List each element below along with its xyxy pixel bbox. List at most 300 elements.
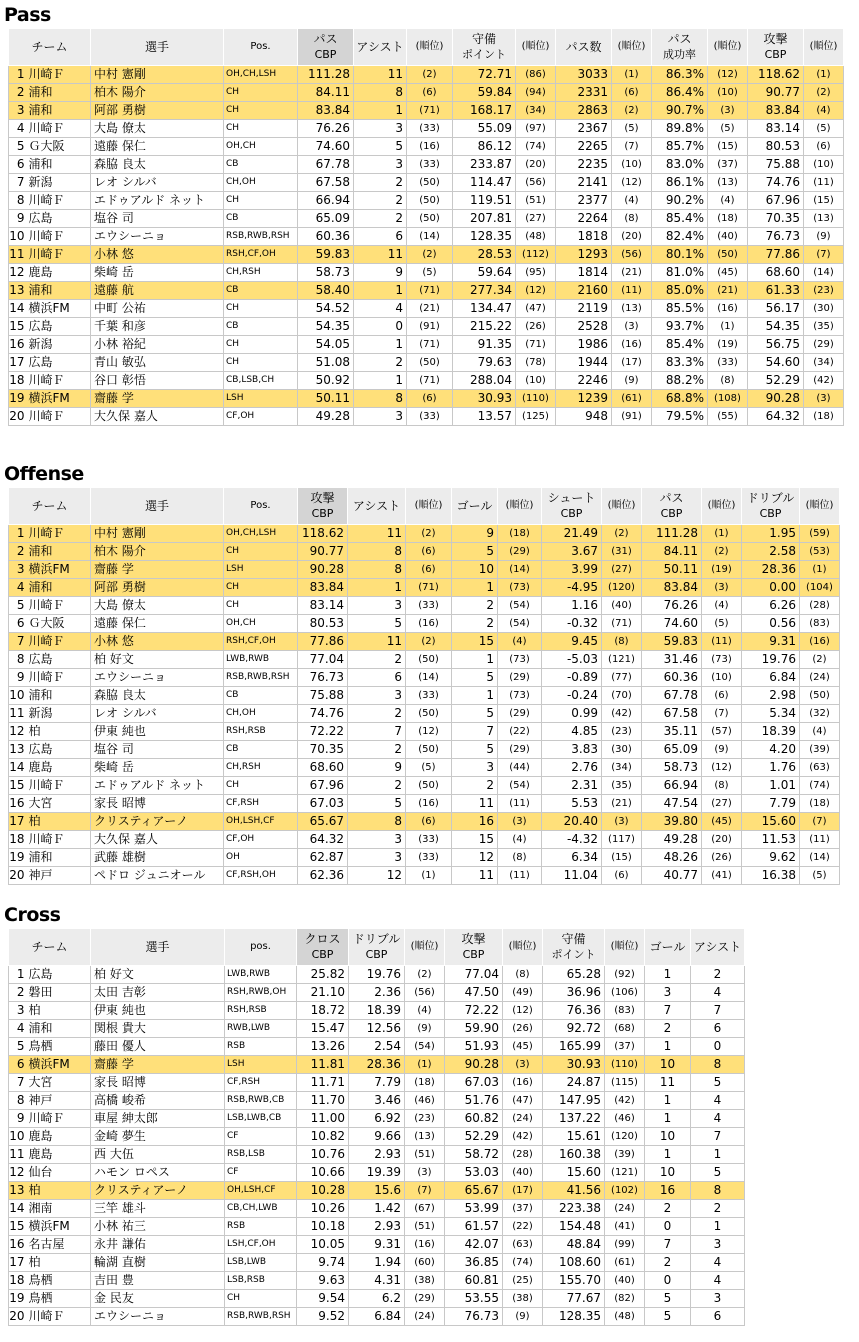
stat-cell-6: 1.16 [542, 597, 602, 615]
player-cell: 阿部 勇樹 [91, 102, 224, 120]
cross-table-row [9, 1308, 745, 1326]
stat-cell-1: 54.05 [298, 336, 354, 354]
stat-cell-2: 12.56 [349, 1020, 405, 1038]
stat-cell-3: (56) [405, 984, 445, 1002]
player-cell: クリスティアーノ [91, 1182, 225, 1200]
stat-cell-3: (50) [406, 705, 452, 723]
stat-cell-11: (42) [804, 372, 844, 390]
offense-table-row [9, 579, 840, 597]
player-cell: 中村 憲剛 [91, 525, 224, 543]
offense-table-row [9, 759, 840, 777]
stat-cell-3: (5) [407, 264, 453, 282]
stat-cell-7: (24) [605, 1200, 645, 1218]
offense-table-row [9, 705, 840, 723]
stat-cell-9: 1 [691, 1218, 745, 1236]
player-cell: ハモン ロペス [91, 1164, 225, 1182]
stat-cell-9: (1) [702, 525, 742, 543]
cross-header [9, 929, 745, 966]
stat-cell-11: (74) [800, 777, 840, 795]
stat-cell-8: 0 [645, 1272, 691, 1290]
stat-cell-4: 288.04 [453, 372, 516, 390]
stat-cell-6: -4.32 [542, 831, 602, 849]
stat-cell-4: 86.12 [453, 138, 516, 156]
position-cell: CF,RSH [224, 795, 298, 813]
stat-cell-4: 119.51 [453, 192, 516, 210]
stat-cell-10: 77.86 [748, 246, 804, 264]
stat-cell-5: (47) [503, 1092, 543, 1110]
offense-header-3-line2: CBP [311, 507, 334, 520]
stat-cell-4: 11 [452, 867, 498, 885]
stat-cell-3: (71) [407, 102, 453, 120]
stat-cell-9: (5) [708, 120, 748, 138]
rank-number: 12 [9, 264, 27, 282]
team-cell: 浦和 [27, 156, 91, 174]
stat-cell-6: 128.35 [543, 1308, 605, 1326]
stat-cell-9: (12) [708, 66, 748, 84]
stat-cell-3: (33) [406, 597, 452, 615]
stat-cell-1: 49.28 [298, 408, 354, 426]
stat-cell-2: 2.93 [349, 1146, 405, 1164]
stat-cell-7: (8) [602, 633, 642, 651]
team-cell: 広島 [27, 318, 91, 336]
stat-cell-10: 74.76 [748, 174, 804, 192]
stat-cell-4: 207.81 [453, 210, 516, 228]
stat-cell-8: 16 [645, 1182, 691, 1200]
stat-cell-8: 85.7% [652, 138, 708, 156]
stat-cell-8: 39.80 [642, 813, 702, 831]
stat-cell-6: 4.85 [542, 723, 602, 741]
stat-cell-8: 11 [645, 1074, 691, 1092]
stat-cell-4: 28.53 [453, 246, 516, 264]
stat-cell-1: 83.84 [298, 102, 354, 120]
player-cell: 塩谷 司 [91, 210, 224, 228]
player-cell: 大久保 嘉人 [91, 831, 224, 849]
stat-cell-2: 4 [354, 300, 407, 318]
stat-cell-4: 53.03 [445, 1164, 503, 1182]
team-cell: 鹿島 [27, 1128, 91, 1146]
stat-cell-10: 61.33 [748, 282, 804, 300]
stat-cell-6: 2.76 [542, 759, 602, 777]
player-cell: 伊東 純也 [91, 1002, 225, 1020]
stat-cell-10: 19.76 [742, 651, 800, 669]
stat-cell-2: 3 [354, 156, 407, 174]
stat-cell-3: (6) [406, 543, 452, 561]
offense-table-row [9, 669, 840, 687]
stat-cell-6: 147.95 [543, 1092, 605, 1110]
stat-cell-4: 1 [452, 687, 498, 705]
cross-table-row [9, 1128, 745, 1146]
stat-cell-8: 7 [645, 1002, 691, 1020]
stat-cell-7: (83) [605, 1002, 645, 1020]
pass-header-12-line1: 攻撃 [763, 32, 788, 46]
stat-cell-4: 76.73 [445, 1308, 503, 1326]
stat-cell-7: (70) [602, 687, 642, 705]
cross-table-row [9, 1182, 745, 1200]
stat-cell-11: (32) [800, 705, 840, 723]
stat-cell-9: (37) [708, 156, 748, 174]
pass-header-8: パス数 [556, 29, 612, 66]
stat-cell-7: (99) [605, 1236, 645, 1254]
team-cell: 磐田 [27, 984, 91, 1002]
rank-number: 17 [9, 1254, 27, 1272]
stat-cell-4: 55.09 [453, 120, 516, 138]
stat-cell-3: (71) [407, 282, 453, 300]
cross-table-row [9, 966, 745, 984]
player-cell: 大島 僚太 [91, 120, 224, 138]
stat-cell-5: (3) [498, 813, 542, 831]
offense-header-7: (順位) [498, 488, 542, 525]
position-cell: CH,OH [224, 174, 298, 192]
stat-cell-3: (51) [405, 1146, 445, 1164]
stat-cell-7: (106) [605, 984, 645, 1002]
stat-cell-8: 81.0% [652, 264, 708, 282]
stat-cell-4: 59.90 [445, 1020, 503, 1038]
stat-cell-8: 90.7% [652, 102, 708, 120]
cross-header-11: アシスト [691, 929, 745, 966]
stat-cell-9: 4 [691, 1272, 745, 1290]
stat-cell-9: (26) [702, 849, 742, 867]
stat-cell-10: 2.98 [742, 687, 800, 705]
cross-table-row [9, 1020, 745, 1038]
team-cell: 鹿島 [27, 759, 91, 777]
stat-cell-4: 15 [452, 831, 498, 849]
stat-cell-2: 1.42 [349, 1200, 405, 1218]
position-cell: CF,RSH,OH [224, 867, 298, 885]
stat-cell-5: (54) [498, 777, 542, 795]
cross-header-4 [349, 929, 405, 966]
stat-cell-5: (28) [503, 1146, 543, 1164]
rank-number: 2 [9, 543, 27, 561]
stat-cell-9: 4 [691, 1254, 745, 1272]
offense-header-row [9, 488, 840, 525]
rank-number: 14 [9, 1200, 27, 1218]
player-cell: 小林 祐三 [91, 1218, 225, 1236]
stat-cell-1: 80.53 [298, 615, 348, 633]
team-cell: 名古屋 [27, 1236, 91, 1254]
stat-cell-1: 9.52 [297, 1308, 349, 1326]
position-cell: CH,RSH [224, 264, 298, 282]
stat-cell-1: 67.03 [298, 795, 348, 813]
stat-cell-4: 36.85 [445, 1254, 503, 1272]
stat-cell-1: 54.52 [298, 300, 354, 318]
stat-cell-3: (33) [406, 831, 452, 849]
stat-cell-10: 56.17 [748, 300, 804, 318]
cross-header-1: 選手 [91, 929, 225, 966]
stat-cell-3: (2) [407, 246, 453, 264]
stat-cell-11: (14) [800, 849, 840, 867]
cross-header-9: (順位) [605, 929, 645, 966]
stat-cell-8: 49.28 [642, 831, 702, 849]
team-cell: 川崎Ｆ [27, 1308, 91, 1326]
stat-cell-7: (6) [612, 84, 652, 102]
team-cell: 湘南 [27, 1200, 91, 1218]
stat-cell-10: 15.60 [742, 813, 800, 831]
stat-cell-1: 68.60 [298, 759, 348, 777]
rank-number: 4 [9, 579, 27, 597]
position-cell: RSH,RWB,OH [225, 984, 297, 1002]
position-cell: CH,OH [224, 705, 298, 723]
stat-cell-8: 86.1% [652, 174, 708, 192]
position-cell: CH [224, 300, 298, 318]
stat-cell-11: (11) [800, 831, 840, 849]
rank-number: 16 [9, 795, 27, 813]
stat-cell-3: (50) [407, 192, 453, 210]
stat-cell-11: (3) [804, 390, 844, 408]
player-cell: レオ シルバ [91, 174, 224, 192]
stat-cell-3: (2) [406, 525, 452, 543]
player-cell: 車屋 紳太郎 [91, 1110, 225, 1128]
stat-cell-1: 58.73 [298, 264, 354, 282]
position-cell: OH,LSH,CF [225, 1182, 297, 1200]
stat-cell-10: 11.53 [742, 831, 800, 849]
stat-cell-7: (115) [605, 1074, 645, 1092]
stat-cell-10: 90.28 [748, 390, 804, 408]
team-cell: 横浜FM [27, 1218, 91, 1236]
rank-number: 11 [9, 246, 27, 264]
offense-header-3-line1: 攻撃 [310, 491, 335, 505]
stat-cell-8: 10 [645, 1164, 691, 1182]
stat-cell-6: 2.31 [542, 777, 602, 795]
stat-cell-2: 15.6 [349, 1182, 405, 1200]
team-cell: 川崎Ｆ [27, 408, 91, 426]
stat-cell-2: 2 [348, 777, 406, 795]
stat-cell-6: 2377 [556, 192, 612, 210]
position-cell: RSB [225, 1038, 297, 1056]
stat-cell-7: (102) [605, 1182, 645, 1200]
stat-cell-8: 2 [645, 1254, 691, 1272]
stat-cell-3: (71) [407, 336, 453, 354]
stat-cell-4: 58.72 [445, 1146, 503, 1164]
stat-cell-1: 60.36 [298, 228, 354, 246]
stat-cell-4: 233.87 [453, 156, 516, 174]
player-cell: 青山 敏弘 [91, 354, 224, 372]
stat-cell-5: (11) [498, 795, 542, 813]
position-cell: RSH,RSB [225, 1002, 297, 1020]
team-cell: 川崎Ｆ [27, 633, 91, 651]
player-cell: 千葉 和彦 [91, 318, 224, 336]
stat-cell-3: (1) [405, 1056, 445, 1074]
player-cell: 齋藤 学 [91, 1056, 225, 1074]
stat-cell-2: 11 [354, 66, 407, 84]
stat-cell-8: 89.8% [652, 120, 708, 138]
stat-cell-10: 76.73 [748, 228, 804, 246]
rank-number: 4 [9, 1020, 27, 1038]
pass-title: Pass [4, 4, 51, 26]
stat-cell-10: 70.35 [748, 210, 804, 228]
stat-cell-1: 13.26 [297, 1038, 349, 1056]
stat-cell-8: 60.36 [642, 669, 702, 687]
stat-cell-8: 1 [645, 1146, 691, 1164]
stat-cell-11: (83) [800, 615, 840, 633]
stat-cell-6: 2235 [556, 156, 612, 174]
stat-cell-2: 3 [348, 597, 406, 615]
stat-cell-5: (47) [516, 300, 556, 318]
stat-cell-11: (24) [800, 669, 840, 687]
stat-cell-11: (11) [804, 174, 844, 192]
player-cell: 小林 裕紀 [91, 336, 224, 354]
player-cell: 関根 貴大 [91, 1020, 225, 1038]
pass-table-row [9, 174, 844, 192]
stat-cell-8: 2 [645, 1020, 691, 1038]
stat-cell-3: (18) [405, 1074, 445, 1092]
pass-table-row [9, 318, 844, 336]
rank-number: 11 [9, 1146, 27, 1164]
pass-header-6-line1: 守備 [471, 32, 496, 46]
stat-cell-4: 60.82 [445, 1110, 503, 1128]
stat-cell-9: (10) [702, 669, 742, 687]
stat-cell-2: 5 [354, 138, 407, 156]
stat-cell-9: (6) [702, 687, 742, 705]
pass-table [8, 28, 844, 426]
player-cell: 塩谷 司 [91, 741, 224, 759]
stat-cell-1: 9.54 [297, 1290, 349, 1308]
stat-cell-7: (92) [605, 966, 645, 984]
stat-cell-7: (13) [612, 300, 652, 318]
stat-cell-6: 165.99 [543, 1038, 605, 1056]
stat-cell-3: (6) [406, 813, 452, 831]
rank-number: 9 [9, 1110, 27, 1128]
offense-header-5: (順位) [406, 488, 452, 525]
position-cell: CH [224, 102, 298, 120]
stat-cell-5: (74) [503, 1254, 543, 1272]
offense-header-2: Pos. [224, 488, 298, 525]
player-cell: 太田 吉彰 [91, 984, 225, 1002]
team-cell: 新潟 [27, 174, 91, 192]
team-cell: 川崎Ｆ [27, 120, 91, 138]
stat-cell-9: (73) [702, 651, 742, 669]
stat-cell-4: 77.04 [445, 966, 503, 984]
stat-cell-7: (40) [602, 597, 642, 615]
stat-cell-4: 13.57 [453, 408, 516, 426]
stat-cell-9: (40) [708, 228, 748, 246]
stat-cell-10: 28.36 [742, 561, 800, 579]
stat-cell-6: 15.60 [543, 1164, 605, 1182]
stat-cell-9: 4 [691, 984, 745, 1002]
team-cell: 横浜FM [27, 390, 91, 408]
stat-cell-11: (9) [804, 228, 844, 246]
stat-cell-6: 0.99 [542, 705, 602, 723]
stat-cell-9: (50) [708, 246, 748, 264]
stat-cell-8: 1 [645, 1092, 691, 1110]
stat-cell-7: (2) [612, 102, 652, 120]
stat-cell-4: 65.67 [445, 1182, 503, 1200]
position-cell: RSB,RWB,RSH [224, 228, 298, 246]
stat-cell-4: 215.22 [453, 318, 516, 336]
stat-cell-5: (20) [516, 156, 556, 174]
team-cell: 浦和 [27, 579, 91, 597]
player-cell: 遠藤 保仁 [91, 615, 224, 633]
rank-number: 1 [9, 525, 27, 543]
stat-cell-1: 111.28 [298, 66, 354, 84]
stat-cell-10: 0.00 [742, 579, 800, 597]
player-cell: 藤田 優人 [91, 1038, 225, 1056]
stat-cell-6: 92.72 [543, 1020, 605, 1038]
rank-number: 14 [9, 300, 27, 318]
rank-number: 3 [9, 1002, 27, 1020]
player-cell: 大島 僚太 [91, 597, 224, 615]
position-cell: LSH [224, 561, 298, 579]
stat-cell-10: 0.56 [742, 615, 800, 633]
stat-cell-1: 10.66 [297, 1164, 349, 1182]
rank-number: 2 [9, 84, 27, 102]
cross-table-row [9, 1056, 745, 1074]
stat-cell-1: 50.11 [298, 390, 354, 408]
stat-cell-5: (71) [516, 336, 556, 354]
position-cell: CB [224, 282, 298, 300]
team-cell: 仙台 [27, 1164, 91, 1182]
player-cell: 森脇 良太 [91, 687, 224, 705]
team-cell: 浦和 [27, 282, 91, 300]
stat-cell-3: (60) [405, 1254, 445, 1272]
cross-header-3-line1: クロス [304, 932, 341, 946]
stat-cell-5: (12) [516, 282, 556, 300]
stat-cell-11: (34) [804, 354, 844, 372]
stat-cell-3: (7) [405, 1182, 445, 1200]
stat-cell-10: 6.26 [742, 597, 800, 615]
pass-table-row [9, 210, 844, 228]
stat-cell-10: 67.96 [748, 192, 804, 210]
cross-table-row [9, 1236, 745, 1254]
offense-body [9, 525, 840, 885]
offense-table-row [9, 777, 840, 795]
stat-cell-6: 30.93 [543, 1056, 605, 1074]
stat-cell-11: (28) [800, 597, 840, 615]
stat-cell-3: (46) [405, 1092, 445, 1110]
cross-header-6-line1: 攻撃 [461, 932, 486, 946]
player-cell: 遠藤 保仁 [91, 138, 224, 156]
stat-cell-2: 2 [348, 651, 406, 669]
stat-cell-9: (19) [708, 336, 748, 354]
stat-cell-7: (8) [612, 210, 652, 228]
stat-cell-2: 2.36 [349, 984, 405, 1002]
stat-cell-9: 1 [691, 1146, 745, 1164]
stat-cell-9: (15) [708, 138, 748, 156]
stat-cell-8: 85.4% [652, 210, 708, 228]
rank-number: 10 [9, 228, 27, 246]
stat-cell-5: (22) [503, 1218, 543, 1236]
player-cell: 家長 昭博 [91, 795, 224, 813]
stat-cell-3: (5) [406, 759, 452, 777]
stat-cell-8: 50.11 [642, 561, 702, 579]
player-cell: 吉田 豊 [91, 1272, 225, 1290]
stat-cell-9: 7 [691, 1128, 745, 1146]
stat-cell-3: (4) [405, 1002, 445, 1020]
stat-cell-3: (6) [407, 84, 453, 102]
stat-cell-4: 16 [452, 813, 498, 831]
stat-cell-9: (21) [708, 282, 748, 300]
stat-cell-8: 47.54 [642, 795, 702, 813]
rank-number: 17 [9, 354, 27, 372]
stat-cell-9: (10) [708, 84, 748, 102]
stat-cell-11: (6) [804, 138, 844, 156]
rank-number: 16 [9, 336, 27, 354]
stat-cell-9: (19) [702, 561, 742, 579]
stat-cell-5: (18) [498, 525, 542, 543]
stat-cell-5: (4) [498, 831, 542, 849]
stat-cell-5: (63) [503, 1236, 543, 1254]
cross-header-3-line2: CBP [311, 948, 334, 961]
position-cell: CH,RSH [224, 759, 298, 777]
rank-number: 15 [9, 1218, 27, 1236]
team-cell: 川崎Ｆ [27, 66, 91, 84]
player-cell: 金 民友 [91, 1290, 225, 1308]
stat-cell-6: 137.22 [543, 1110, 605, 1128]
stat-cell-5: (95) [516, 264, 556, 282]
stat-cell-7: (10) [612, 156, 652, 174]
stat-cell-3: (33) [407, 120, 453, 138]
stat-cell-5: (29) [498, 741, 542, 759]
stat-cell-11: (18) [800, 795, 840, 813]
